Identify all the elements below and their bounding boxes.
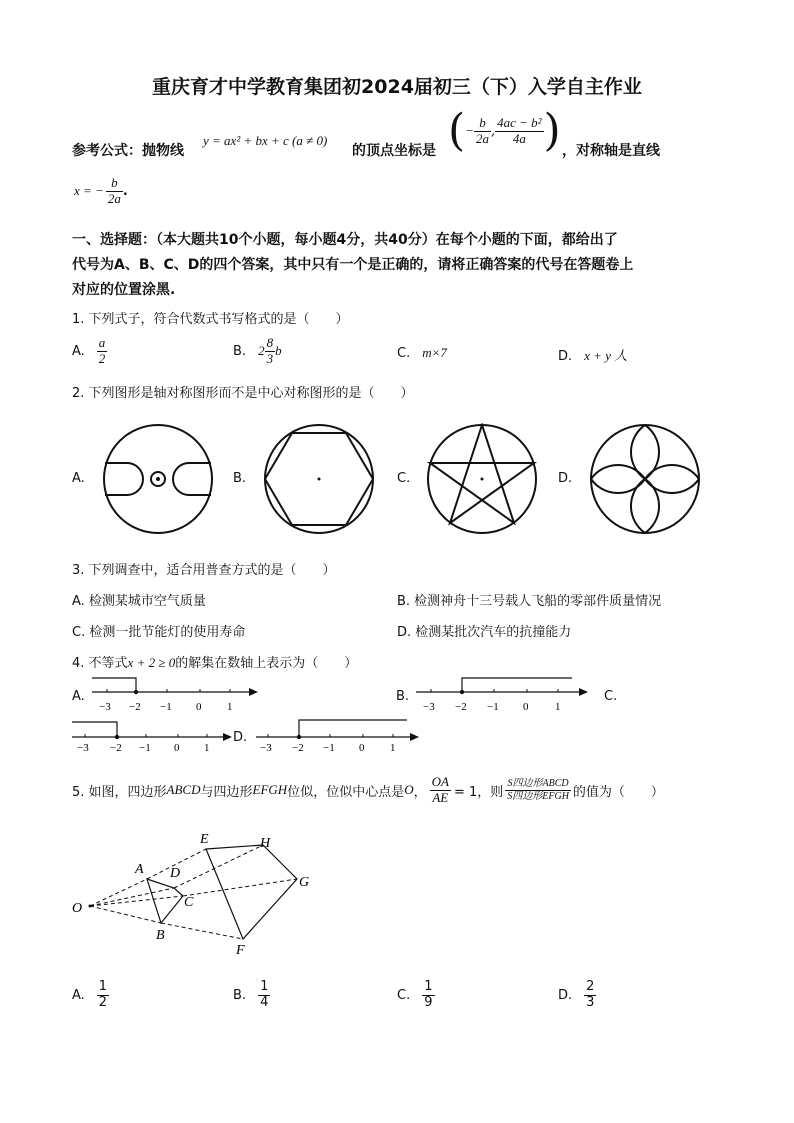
q1-b-int: 2 <box>258 343 265 359</box>
tick-label: −1 <box>487 701 499 713</box>
q5-center-o: O <box>404 782 414 797</box>
q4-numberline-a <box>90 674 260 714</box>
point-label-d: D <box>170 866 181 881</box>
q3-option-d: D. 检测某批次汽车的抗撞能力 <box>397 625 572 640</box>
q2-label-a: A. <box>72 471 85 486</box>
q5-abcd: ABCD <box>166 782 201 797</box>
tick-label: 0 <box>196 701 202 713</box>
q1-stem: 1. 下列式子，符合代数式书写格式的是（ ） <box>72 312 349 327</box>
point-label-a: A <box>135 862 144 877</box>
tick-label: 0 <box>523 701 529 713</box>
vertex-x-num: b <box>474 116 491 132</box>
q5-mid1: 与四边形 <box>200 784 253 800</box>
q5-area-num: S四边形ABCD <box>505 778 571 791</box>
point-label-c: C <box>184 895 194 910</box>
q5-ratio-eq: = 1，则 <box>453 784 504 800</box>
vertex-y-den: 4a <box>512 130 526 146</box>
q3-option-b: B. 检测神舟十三号载人飞船的零部件质量情况 <box>397 594 662 609</box>
tick-label: −3 <box>423 701 435 713</box>
axis-num: b <box>106 176 123 192</box>
option-label: B. <box>233 987 247 1003</box>
option-label: D. <box>558 349 573 364</box>
q4-label-a: A. <box>72 689 85 704</box>
q3-option-c: C. 检测一批节能灯的使用寿命 <box>72 625 246 640</box>
q4-stem-post: 的解集在数轴上表示为（ ） <box>175 656 358 671</box>
q5-mid2: 位似，位似中心点是 <box>287 784 405 800</box>
q5-stem-post: 的值为（ ） <box>572 784 664 800</box>
option-label: A. <box>72 343 85 359</box>
section-line-2: 代号为A、B、C、D的四个答案，其中只有一个是正确的，请将正确答案的代号在答题卷上 <box>72 257 634 273</box>
q4-label-d: D. <box>233 730 248 745</box>
q5-option-d <box>558 980 596 1011</box>
axis-formula <box>74 176 128 207</box>
q5-ratio-num: OA <box>431 773 449 789</box>
q2-label-c: C. <box>397 471 411 486</box>
q5-b-num: 1 <box>260 979 269 994</box>
q2-label-b: B. <box>233 471 247 486</box>
axis-end: . <box>122 183 128 199</box>
tick-label: −1 <box>160 701 172 713</box>
formula-label: 参考公式：抛物线 <box>72 143 184 159</box>
q2-figure-a <box>100 423 216 535</box>
q1-option-b <box>233 336 282 367</box>
tick-label: −2 <box>110 742 122 753</box>
option-label: C. <box>397 987 411 1003</box>
tick-label: −2 <box>292 742 304 753</box>
section-line-3: 对应的位置涂黑. <box>72 282 176 298</box>
q1-option-a <box>72 336 107 367</box>
point-label-h: H <box>260 836 271 851</box>
q5-c-den: 9 <box>424 994 433 1010</box>
q2-figure-c <box>424 423 540 535</box>
tick-label: 1 <box>555 701 561 713</box>
q1-a-den: 2 <box>98 350 106 366</box>
vertex-coordinate: ( − $\frac{b}{2a}$ , $\frac{\text{4ac − b²}}{4a}$ ) <box>448 105 561 156</box>
tick-label: 0 <box>359 742 365 753</box>
q4-inequality: x + 2 ≥ 0 <box>127 655 176 670</box>
tick-label: 0 <box>174 742 180 753</box>
tick-label: 1 <box>390 742 396 753</box>
q5-area-den: S四边形EFGH <box>507 790 569 802</box>
vertex-x-den: 2a <box>475 130 489 146</box>
point-label-b: B <box>156 928 165 943</box>
q2-figure-b <box>262 423 376 535</box>
tick-label: −1 <box>139 742 151 753</box>
q2-stem: 2. 下列图形是轴对称图形而不是中心对称图形的是（ ） <box>72 386 414 401</box>
q4-label-c: C. <box>604 689 618 704</box>
tick-label: −3 <box>77 742 89 753</box>
formula-equation: y = ax² + bx + c (a ≠ 0) <box>203 133 328 148</box>
section-line-1: 一、选择题：（本大题共10个小题，每小题4分，共40分）在每个小题的下面，都给出了 <box>72 232 618 248</box>
formula-tail: ，对称轴是直线 <box>562 143 660 159</box>
q3-stem: 3. 下列调查中，适合用普查方式的是（ ） <box>72 563 336 578</box>
q1-b-den: 3 <box>266 350 274 366</box>
axis-lhs: x = − <box>74 183 104 199</box>
q1-d-text: x + y 人 <box>584 348 628 363</box>
q5-d-num: 2 <box>586 979 595 994</box>
tick-label: −1 <box>323 742 335 753</box>
q5-option-b <box>233 980 270 1011</box>
q5-b-den: 4 <box>260 994 269 1010</box>
formula-mid: 的顶点坐标是 <box>352 143 436 159</box>
q4-label-b: B. <box>396 689 410 704</box>
tick-label: 1 <box>227 701 233 713</box>
option-label: D. <box>558 987 573 1003</box>
q1-b-var: b <box>275 343 282 359</box>
q5-figure <box>66 826 326 961</box>
q5-stem-pre: 5. 如图，四边形 <box>72 784 167 800</box>
q1-c-text: m×7 <box>422 345 447 360</box>
tick-label: 1 <box>204 742 210 753</box>
point-label-e: E <box>200 832 209 847</box>
q2-figure-d <box>587 423 703 535</box>
q3-option-a: A. 检测某城市空气质量 <box>72 594 206 609</box>
q5-option-c <box>397 980 435 1011</box>
point-label-f: F <box>236 943 245 958</box>
tick-label: −3 <box>99 701 111 713</box>
q5-c-num: 1 <box>424 979 433 994</box>
q5-efgh: EFGH <box>252 782 288 797</box>
tick-label: −2 <box>129 701 141 713</box>
q4-numberline-d <box>254 713 424 753</box>
q5-stem: 5. 如图，四边形 ABCD 与四边形 EFGH 位似，位似中心点是 O ， $\frac{OA}{AE}$ = 1，则 $\frac{\text{S四边形ABCD}}{\text{S四边形EFGH}}$ 的值为（ ） <box>72 773 664 805</box>
q5-a-num: 1 <box>98 979 108 994</box>
q1-option-d <box>558 345 627 364</box>
point-label-g: G <box>299 875 310 890</box>
q1-option-c <box>397 345 447 361</box>
q4-numberline-c <box>70 713 235 753</box>
axis-den: 2a <box>107 190 121 206</box>
q5-a-den: 2 <box>98 994 108 1010</box>
q4-stem-pre: 4. 不等式 <box>72 656 128 671</box>
tick-label: −2 <box>455 701 467 713</box>
q1-b-num: 8 <box>266 335 274 350</box>
q2-label-d: D. <box>558 471 573 486</box>
option-label: C. <box>397 346 411 361</box>
option-label: A. <box>72 987 85 1003</box>
q5-ratio-den: AE <box>432 789 449 805</box>
tick-label: −3 <box>260 742 272 753</box>
q1-a-num: a <box>98 335 106 350</box>
page-title: 重庆育才中学教育集团初2024届初三（下）入学自主作业 <box>152 76 642 98</box>
option-label: B. <box>233 343 247 359</box>
q5-d-den: 3 <box>586 994 595 1010</box>
q5-option-a <box>72 980 109 1011</box>
vertex-y-num: 4ac − b² <box>497 114 542 130</box>
q4-stem <box>72 652 357 671</box>
point-label-o: O <box>72 901 83 916</box>
q4-numberline-b <box>412 674 592 714</box>
